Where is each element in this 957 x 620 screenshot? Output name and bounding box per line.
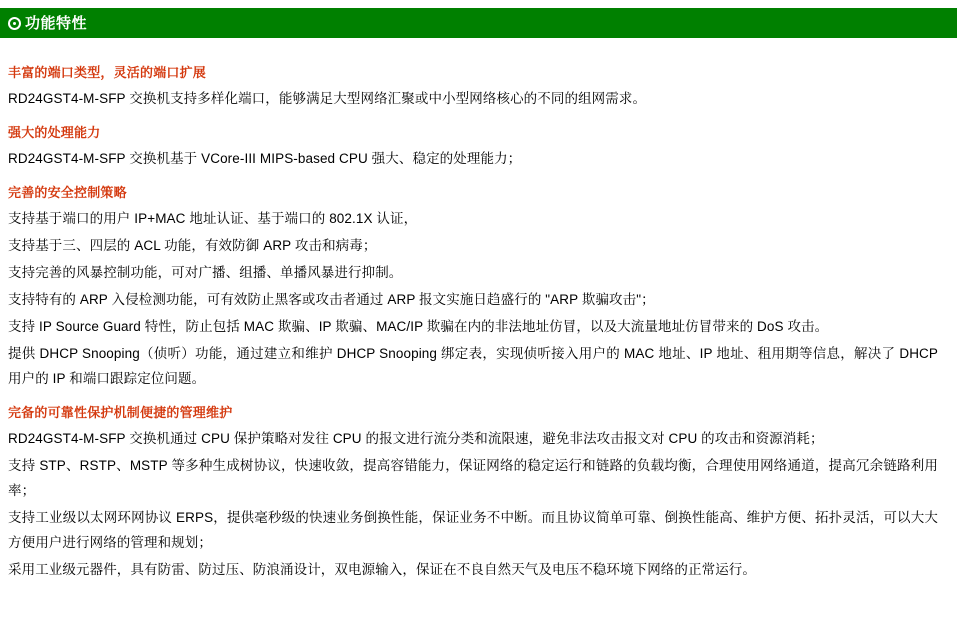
section-title: 强大的处理能力: [8, 125, 101, 140]
section-title: 丰富的端口类型，灵活的端口扩展: [8, 65, 207, 80]
section-paragraph: 提供 DHCP Snooping（侦听）功能，通过建立和维护 DHCP Snooping 绑定表，实现侦听接入用户的 MAC 地址、IP 地址、租用期等信息，解决了 DHCP 用户的 IP 和端口跟踪定位问题。: [8, 346, 938, 386]
section-paragraph: 支持 IP Source Guard 特性，防止包括 MAC 欺骗、IP 欺骗、MAC/IP 欺骗在内的非法地址仿冒，以及大流量地址仿冒带来的 DoS 攻击。: [8, 319, 829, 334]
spacer: [8, 393, 949, 402]
bullet-circle-icon: [8, 17, 21, 30]
section-paragraph: RD24GST4-M-SFP 交换机基于 VCore-III MIPS-based CPU 强大、稳定的处理能力；: [8, 151, 522, 166]
section-header-bar: [0, 8, 957, 38]
feature-section-security: [8, 182, 949, 391]
section-title: 完备的可靠性保护机制便捷的管理维护: [8, 405, 233, 420]
section-paragraph: 支持 STP、RSTP、MSTP 等多种生成树协议，快速收敛，提高容错能力，保证网络的稳定运行和链路的负载均衡，合理使用网络通道，提高冗余链路利用率；: [8, 458, 938, 498]
spacer: [8, 113, 949, 122]
page-title: 功能特性: [25, 14, 88, 32]
section-paragraph: 支持完善的风暴控制功能，可对广播、组播、单播风暴进行抑制。: [8, 265, 403, 280]
section-paragraph: RD24GST4-M-SFP 交换机通过 CPU 保护策略对发往 CPU 的报文进行流分类和流限速，避免非法攻击报文对 CPU 的攻击和资源消耗；: [8, 431, 824, 446]
feature-section-reliability: [8, 402, 949, 582]
section-paragraph: 支持基于三、四层的 ACL 功能，有效防御 ARP 攻击和病毒；: [8, 238, 377, 253]
section-title: 完善的安全控制策略: [8, 185, 127, 200]
section-paragraph: 支持基于端口的用户 IP+MAC 地址认证、基于端口的 802.1X 认证，: [8, 211, 418, 226]
section-paragraph: 支持特有的 ARP 入侵检测功能，可有效防止黑客或攻击者通过 ARP 报文实施日趋盛行的 "ARP 欺骗攻击"；: [8, 292, 655, 307]
spacer: [8, 173, 949, 182]
section-paragraph: RD24GST4-M-SFP 交换机支持多样化端口，能够满足大型网络汇聚或中小型网络核心的不同的组网需求。: [8, 91, 647, 106]
section-paragraph: 采用工业级元器件，具有防雷、防过压、防浪涌设计，双电源输入，保证在不良自然天气及电压不稳环境下网络的正常运行。: [8, 562, 756, 577]
feature-section-ports: [8, 62, 949, 111]
section-paragraph: 支持工业级以太网环网协议 ERPS，提供毫秒级的快速业务倒换性能，保证业务不中断。而且协议简单可靠、倒换性能高、维护方便、拓扑灵活，可以大大方便用户进行网络的管理和规划；: [8, 510, 938, 550]
feature-section-processing: [8, 122, 949, 171]
document-content: [8, 62, 949, 584]
